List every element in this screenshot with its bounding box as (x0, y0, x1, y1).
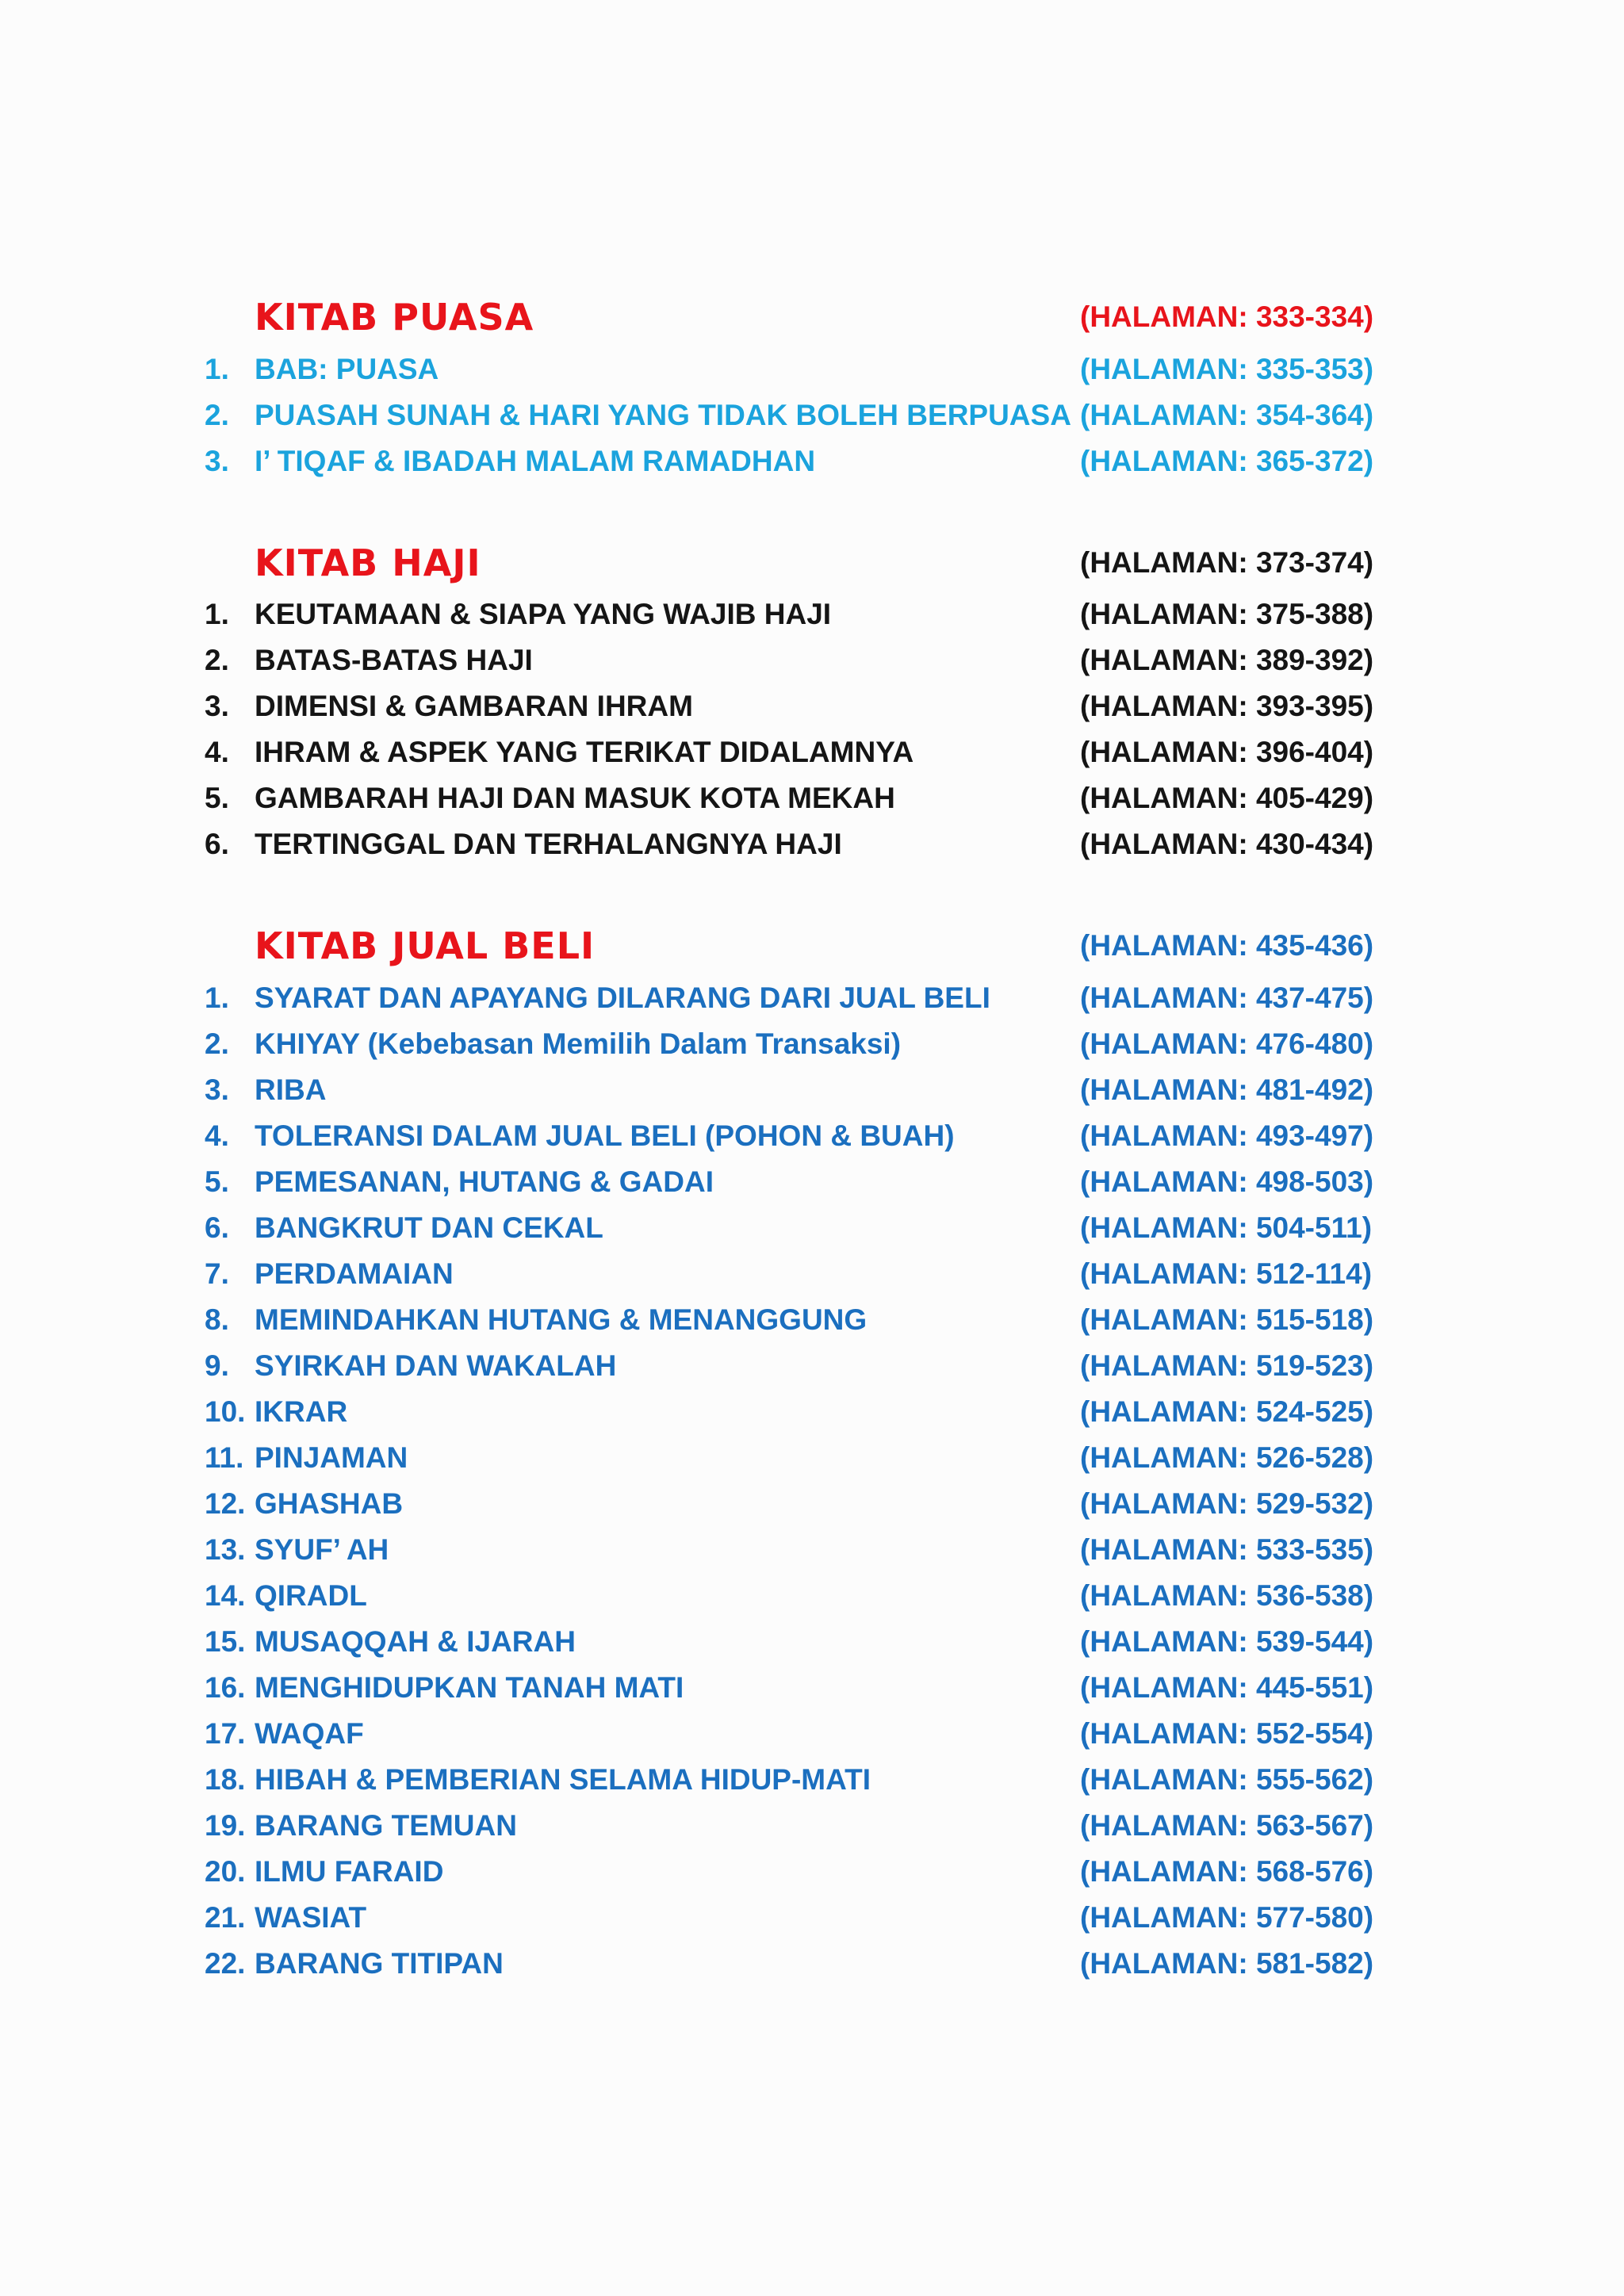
toc-entry (0, 1113, 1624, 1159)
entry-number: 6. (205, 1211, 229, 1244)
entry-title: MENGHIDUPKAN TANAH MATI (255, 1671, 684, 1704)
toc-entry (0, 821, 1624, 867)
toc-entry (0, 1895, 1624, 1941)
entry-number: 8. (205, 1303, 229, 1336)
entry-number: 4. (205, 1119, 229, 1152)
entry-page-range: (HALAMAN: 526-528) (1080, 1441, 1374, 1474)
toc-entry (0, 1573, 1624, 1619)
entry-number: 22. (205, 1947, 246, 1980)
entry-title: I’ TIQAF & IBADAH MALAM RAMADHAN (255, 445, 816, 477)
entry-page-range: (HALAMAN: 563-567) (1080, 1809, 1374, 1842)
entry-title: KHIYAY (Kebebasan Memilih Dalam Transaksi) (255, 1027, 902, 1060)
entry-page-range: (HALAMAN: 519-523) (1080, 1349, 1374, 1382)
toc-entry (0, 1021, 1624, 1067)
entry-page-range: (HALAMAN: 515-518) (1080, 1303, 1374, 1336)
entry-title: GAMBARAH HAJI DAN MASUK KOTA MEKAH (255, 782, 895, 814)
entry-page-range: (HALAMAN: 365-372) (1080, 445, 1374, 477)
entry-page-range: (HALAMAN: 529-532) (1080, 1487, 1374, 1520)
toc-entry (0, 975, 1624, 1021)
toc-entry (0, 1297, 1624, 1343)
entry-title: DIMENSI & GAMBARAN IHRAM (255, 690, 693, 722)
entry-title: TOLERANSI DALAM JUAL BELI (POHON & BUAH) (255, 1119, 955, 1152)
toc-entry (0, 392, 1624, 438)
toc-entry (0, 1849, 1624, 1895)
entry-number: 1. (205, 598, 229, 630)
entry-title: WAQAF (255, 1717, 364, 1750)
section-page-range: (HALAMAN: 373-374) (1080, 546, 1374, 579)
entry-title: ILMU FARAID (255, 1855, 444, 1888)
entry-page-range: (HALAMAN: 354-364) (1080, 399, 1374, 431)
entry-title: BATAS-BATAS HAJI (255, 644, 533, 676)
entry-page-range: (HALAMAN: 536-538) (1080, 1579, 1374, 1612)
entry-page-range: (HALAMAN: 430-434) (1080, 828, 1374, 860)
toc-entry (0, 1757, 1624, 1803)
section-title: KITAB HAJI (255, 541, 481, 584)
entry-number: 11. (205, 1441, 244, 1474)
entry-page-range: (HALAMAN: 393-395) (1080, 690, 1374, 722)
section-page-range: (HALAMAN: 333-334) (1080, 300, 1374, 333)
entry-number: 18. (205, 1763, 246, 1796)
entry-page-range: (HALAMAN: 581-582) (1080, 1947, 1374, 1980)
entry-page-range: (HALAMAN: 445-551) (1080, 1671, 1374, 1704)
toc-entry (0, 1481, 1624, 1527)
entry-number: 20. (205, 1855, 246, 1888)
entry-page-range: (HALAMAN: 504-511) (1080, 1211, 1373, 1244)
entry-page-range: (HALAMAN: 524-525) (1080, 1395, 1374, 1428)
toc-entry (0, 591, 1624, 637)
entry-number: 9. (205, 1349, 229, 1382)
entry-number: 17. (205, 1717, 246, 1750)
entry-page-range: (HALAMAN: 498-503) (1080, 1165, 1374, 1198)
entry-number: 1. (205, 982, 229, 1014)
toc-entry (0, 775, 1624, 821)
entry-title: IHRAM & ASPEK YANG TERIKAT DIDALAMNYA (255, 736, 914, 768)
entry-title: GHASHAB (255, 1487, 404, 1520)
entry-page-range: (HALAMAN: 396-404) (1080, 736, 1374, 768)
entry-number: 3. (205, 690, 229, 722)
entry-title: BARANG TITIPAN (255, 1947, 504, 1980)
entry-number: 3. (205, 1073, 229, 1106)
entry-title: BAB: PUASA (255, 353, 439, 385)
entry-page-range: (HALAMAN: 568-576) (1080, 1855, 1374, 1888)
entry-number: 2. (205, 1027, 229, 1060)
entry-number: 21. (205, 1901, 246, 1934)
entry-title: TERTINGGAL DAN TERHALANGNYA HAJI (255, 828, 842, 860)
entry-page-range: (HALAMAN: 405-429) (1080, 782, 1374, 814)
entry-page-range: (HALAMAN: 493-497) (1080, 1119, 1374, 1152)
entry-title: BANGKRUT DAN CEKAL (255, 1211, 603, 1244)
entry-number: 16. (205, 1671, 246, 1704)
entry-number: 5. (205, 782, 229, 814)
entry-page-range: (HALAMAN: 437-475) (1080, 982, 1374, 1014)
toc-entry (0, 1527, 1624, 1573)
section-heading (0, 537, 1624, 589)
entry-number: 2. (205, 644, 229, 676)
entry-number: 4. (205, 736, 229, 768)
toc-entry (0, 346, 1624, 392)
section-page-range: (HALAMAN: 435-436) (1080, 929, 1374, 962)
entry-number: 5. (205, 1165, 229, 1198)
entry-number: 13. (205, 1533, 246, 1566)
entry-number: 10. (205, 1395, 246, 1428)
entry-page-range: (HALAMAN: 512-114) (1080, 1257, 1373, 1290)
section-heading (0, 291, 1624, 343)
section-title: KITAB PUASA (255, 296, 534, 339)
entry-page-range: (HALAMAN: 481-492) (1080, 1073, 1374, 1106)
entry-page-range: (HALAMAN: 552-554) (1080, 1717, 1374, 1750)
entry-title: PINJAMAN (255, 1441, 408, 1474)
entry-title: MEMINDAHKAN HUTANG & MENANGGUNG (255, 1303, 868, 1336)
toc-entry (0, 1389, 1624, 1435)
entry-title: KEUTAMAAN & SIAPA YANG WAJIB HAJI (255, 598, 832, 630)
toc-entry (0, 1941, 1624, 1987)
entry-page-range: (HALAMAN: 539-544) (1080, 1625, 1374, 1658)
entry-page-range: (HALAMAN: 389-392) (1080, 644, 1374, 676)
toc-entry (0, 1665, 1624, 1711)
section-title: KITAB JUAL BELI (255, 924, 596, 967)
entry-title: PERDAMAIAN (255, 1257, 454, 1290)
entry-title: PUASAH SUNAH & HARI YANG TIDAK BOLEH BERPUASA (255, 399, 1071, 431)
toc-entry (0, 1067, 1624, 1113)
toc-entry (0, 1159, 1624, 1205)
toc-entry (0, 729, 1624, 775)
entry-page-range: (HALAMAN: 555-562) (1080, 1763, 1374, 1796)
entry-title: SYUF’ AH (255, 1533, 389, 1566)
toc-entry (0, 683, 1624, 729)
entry-number: 14. (205, 1579, 246, 1612)
entry-page-range: (HALAMAN: 335-353) (1080, 353, 1374, 385)
entry-number: 15. (205, 1625, 246, 1658)
entry-title: BARANG TEMUAN (255, 1809, 517, 1842)
entry-title: QIRADL (255, 1579, 367, 1612)
entry-number: 3. (205, 445, 229, 477)
toc-entry (0, 1711, 1624, 1757)
entry-title: SYIRKAH DAN WAKALAH (255, 1349, 617, 1382)
toc-entry (0, 637, 1624, 683)
entry-number: 1. (205, 353, 229, 385)
section-heading (0, 920, 1624, 972)
toc-entry (0, 1205, 1624, 1251)
entry-number: 2. (205, 399, 229, 431)
entry-title: HIBAH & PEMBERIAN SELAMA HIDUP-MATI (255, 1763, 871, 1796)
entry-number: 7. (205, 1257, 229, 1290)
toc-entry (0, 1803, 1624, 1849)
entry-number: 6. (205, 828, 229, 860)
toc-entry (0, 438, 1624, 484)
toc-entry (0, 1251, 1624, 1297)
entry-title: SYARAT DAN APAYANG DILARANG DARI JUAL BELI (255, 982, 990, 1014)
entry-title: RIBA (255, 1073, 327, 1106)
entry-number: 12. (205, 1487, 246, 1520)
entry-title: MUSAQQAH & IJARAH (255, 1625, 576, 1658)
entry-page-range: (HALAMAN: 533-535) (1080, 1533, 1374, 1566)
toc-entry (0, 1619, 1624, 1665)
toc-entry (0, 1435, 1624, 1481)
entry-page-range: (HALAMAN: 375-388) (1080, 598, 1374, 630)
toc-entry (0, 1343, 1624, 1389)
entry-page-range: (HALAMAN: 476-480) (1080, 1027, 1374, 1060)
entry-number: 19. (205, 1809, 246, 1842)
entry-page-range: (HALAMAN: 577-580) (1080, 1901, 1374, 1934)
entry-title: PEMESANAN, HUTANG & GADAI (255, 1165, 714, 1198)
entry-title: WASIAT (255, 1901, 367, 1934)
entry-title: IKRAR (255, 1395, 348, 1428)
